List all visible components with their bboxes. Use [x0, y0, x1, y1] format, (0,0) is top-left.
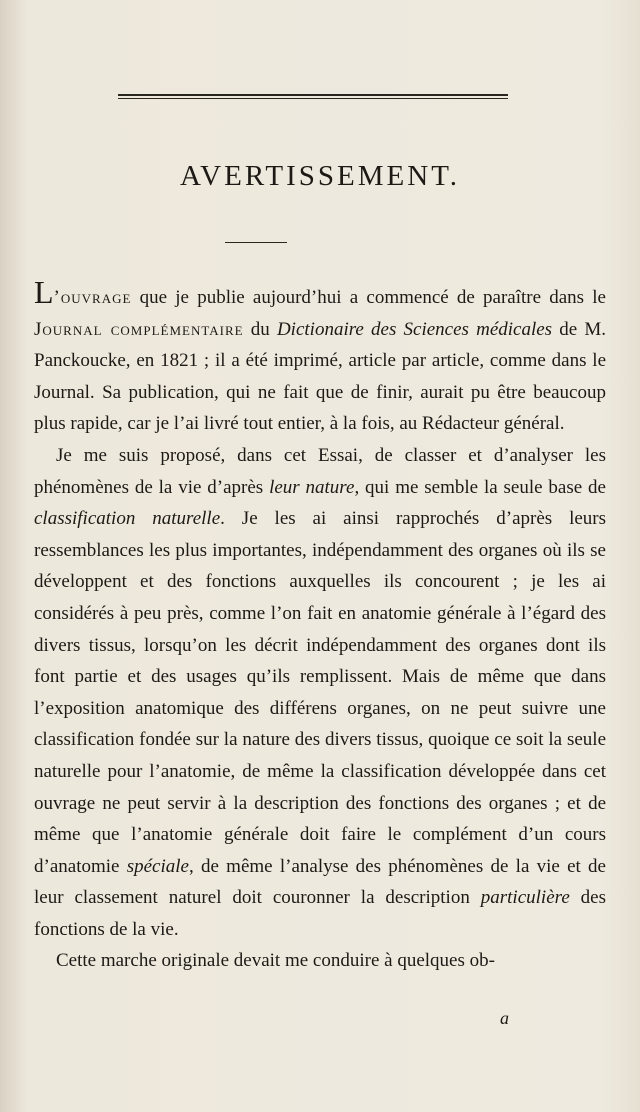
text-run: du	[243, 318, 277, 340]
small-caps-run: Journal complémentaire	[34, 318, 244, 340]
page-title: AVERTISSEMENT.	[179, 160, 461, 192]
italic-run: spéciale	[126, 855, 189, 877]
text-run: Je me suis proposé, dans cet Essai, de classer et d’analyser les phénomènes de la vie d’après	[34, 444, 606, 498]
text-run: de M. Panckoucke, en 1821 ; il a été imprimé, article par article, comme dans le Journal. Sa publication, qui ne fait que de finir, aurait pu être beaucoup plus rapide, car je l’ai livré tout entier, à la fois, au Rédacteur général.	[34, 318, 607, 435]
initial-letter: L	[34, 274, 54, 310]
italic-run: leur nature	[269, 476, 355, 498]
body-text	[34, 276, 606, 977]
text-run: Cette marche originale devait me conduire à quelques ob-	[56, 950, 495, 972]
italic-run: Dictionaire des Sciences médicales	[276, 318, 553, 340]
title-rule	[225, 242, 287, 243]
italic-run: particulière	[480, 887, 570, 909]
italic-run: classification naturelle	[34, 508, 221, 530]
text-run: , qui me semble la seule base de	[354, 476, 606, 498]
text-run: , de même l’analyse des phénomènes de la vie et de leur classement naturel doit couronner la description	[34, 855, 606, 909]
text-run: . Je les ai ainsi rapprochés d’après leurs ressemblances les plus importantes, indépendamment des organes où ils se développent et des fonctions auxquelles ils concourent ; je les ai considérés à peu près, comme l’on fait en anatomie générale à l’égard des divers tissus, lorsqu’on les décrit indépendamment des organes dont ils font partie et des usages qu’ils remplissent. Mais de même que dans l’exposition anatomique des différens organes, on ne peut suivre une classification fondée sur la nature des divers tissus, quoique ce soit la seule naturelle pour l’anatomie, de même la classification développée dans cet ouvrage ne peut servir à la description des fonctions des organes ; et de même que l’anatomie générale doit faire le complément d’un cours d’anatomie	[34, 508, 607, 877]
header-rule-thin	[118, 98, 508, 99]
header-rule	[118, 94, 508, 96]
paragraph	[34, 440, 606, 946]
paragraph	[34, 276, 606, 440]
small-caps-run: ’ouvrage	[53, 287, 132, 308]
signature-mark: a	[500, 1008, 509, 1028]
text-run: des fonctions de la vie.	[34, 887, 606, 940]
text-run: que je publie aujourd’hui a commencé de paraître dans le	[131, 287, 606, 308]
paragraph	[34, 945, 606, 977]
